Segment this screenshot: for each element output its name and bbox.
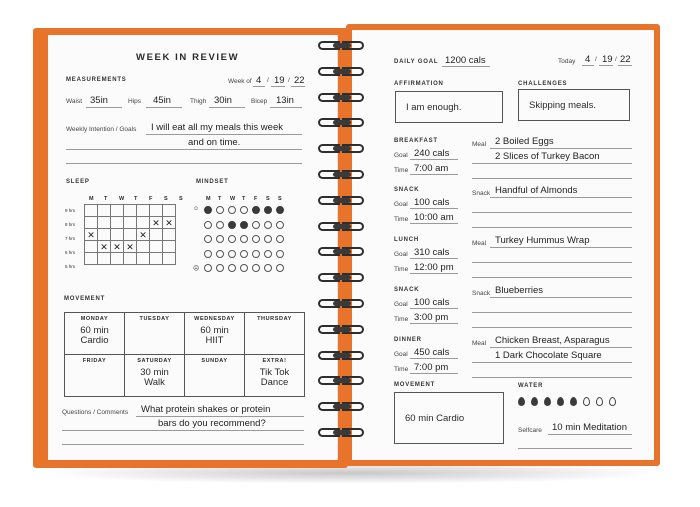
spiral-ring: [318, 92, 366, 103]
left-page: WEEK IN REVIEW MEASUREMENTS Week of 4 / 19 / 22 Waist 35in Hips 45in Thigh 30in Bicep 13in Weekly Intention / Goals I will eat all my meals this week and on time. SLEEP M T W T F S S 9 hrs 8 hrs 7 hrs 6 hrs 5 hrs ✕ ✕ ✕ ✕ ✕ ✕ ✕ MINDSET M T W T F S S ☺ ☹ MOVEMENT MONDAY 60 min Cardio TUESDAY WEDNESDAY 60 min HIIT THURSDAY FRIDAY SATURDAY 30 min Walk SUNDAY EXTRA! Tik Tok Dance Questions / Comments What protein shakes or protein bars do you recommend?: [48, 35, 338, 460]
meal-goal-label: Goal: [394, 301, 408, 308]
spiral-ring: [318, 350, 366, 361]
sleep-cell[interactable]: [124, 205, 137, 217]
meal-time-value: 7:00 am: [414, 163, 449, 174]
mindset-dot[interactable]: [240, 264, 248, 272]
sleep-cell[interactable]: [163, 229, 176, 241]
sleep-day-label: S: [164, 196, 168, 202]
intention-label: Weekly Intention / Goals: [66, 126, 137, 133]
today-year: 22: [620, 54, 631, 65]
sleep-cell[interactable]: [98, 253, 111, 265]
meal-goal-value: 100 cals: [414, 297, 450, 308]
meal-kind-label: Meal: [472, 141, 487, 148]
mindset-dot[interactable]: [216, 206, 224, 214]
bicep-value: 13in: [276, 95, 294, 106]
sleep-day-label: T: [134, 196, 138, 202]
mindset-dot[interactable]: [228, 250, 236, 258]
meal-goal-label: Goal: [394, 251, 408, 258]
sleep-cell[interactable]: [85, 241, 98, 253]
mindset-dot[interactable]: [228, 221, 236, 229]
spiral-ring: [318, 324, 366, 335]
meal-time-label: Time: [394, 266, 409, 273]
spiral-ring: [318, 221, 366, 232]
meal-time-label: Time: [394, 167, 409, 174]
today-day: 19: [602, 54, 613, 65]
bicep-label: Bicep: [251, 98, 268, 105]
mindset-day-label: S: [266, 196, 270, 202]
mindset-dot[interactable]: [264, 264, 272, 272]
movement-day-name: THURSDAY: [257, 316, 292, 322]
challenges-label: CHALLENGES: [518, 81, 568, 87]
week-of-year: 22: [294, 75, 305, 86]
week-of-day: 19: [274, 75, 285, 86]
movement-box: 60 min Cardio: [394, 392, 504, 444]
meal-name: SNACK: [394, 287, 420, 293]
sleep-cell[interactable]: ✕: [137, 229, 150, 241]
sleep-cell[interactable]: [137, 205, 150, 217]
spiral-ring: [318, 246, 366, 257]
spiral-ring: [318, 195, 366, 206]
sleep-cell[interactable]: ✕: [124, 241, 137, 253]
mindset-dot[interactable]: [276, 221, 284, 229]
mindset-dot[interactable]: [204, 206, 212, 214]
sleep-cell[interactable]: [111, 229, 124, 241]
sleep-cell[interactable]: [98, 205, 111, 217]
meal-line-2: 1 Dark Chocolate Square: [495, 350, 602, 361]
sleep-cell[interactable]: [85, 217, 98, 229]
movement-day-cell[interactable]: [245, 313, 305, 355]
spiral-ring: [318, 298, 366, 309]
meal-line-1: 2 Boiled Eggs: [495, 136, 554, 147]
meal-line-1: Handful of Almonds: [495, 185, 578, 196]
meal-time-label: Time: [394, 366, 409, 373]
sleep-cell[interactable]: [124, 253, 137, 265]
mindset-dot[interactable]: [228, 264, 236, 272]
movement-day-cell[interactable]: [125, 313, 185, 355]
sleep-cell[interactable]: [137, 253, 150, 265]
spiral-ring: [318, 272, 366, 283]
meal-kind-label: Meal: [472, 240, 487, 247]
movement-day-value: 30 min Walk: [140, 367, 169, 388]
movement-day-cell[interactable]: [65, 355, 125, 397]
sleep-cell[interactable]: [163, 241, 176, 253]
meal-time-value: 12:00 pm: [414, 262, 454, 273]
sleep-hour-label: 8 hrs: [65, 222, 76, 227]
meal-line-1: Blueberries: [495, 285, 544, 296]
movement-day-name: EXTRA!: [262, 358, 287, 364]
meal-name: BREAKFAST: [394, 138, 438, 144]
meal-kind-label: Snack: [472, 190, 491, 197]
meal-kind-label: Meal: [472, 340, 487, 347]
mindset-dot[interactable]: [252, 206, 260, 214]
spiral-ring: [318, 143, 366, 154]
sleep-cell[interactable]: [124, 217, 137, 229]
water-drop-icon[interactable]: [609, 397, 616, 406]
week-of-label: Week of: [228, 78, 252, 85]
sleep-hour-label: 7 hrs: [65, 236, 76, 241]
sleep-day-label: M: [89, 196, 94, 202]
questions-line-1: What protein shakes or protein: [141, 404, 271, 415]
waist-value: 35in: [90, 95, 108, 106]
water-drop-icon[interactable]: [570, 397, 577, 406]
meal-goal-label: Goal: [394, 152, 408, 159]
sleep-label: SLEEP: [66, 179, 90, 185]
sleep-grid: [84, 204, 176, 265]
mindset-day-label: T: [242, 196, 246, 202]
questions-label: Questions / Comments: [62, 409, 129, 416]
sleep-day-label: W: [119, 196, 125, 202]
thigh-value: 30in: [214, 95, 232, 106]
mindset-dots: [204, 206, 304, 278]
mindset-dot[interactable]: [216, 221, 224, 229]
sleep-hour-label: 6 hrs: [65, 250, 76, 255]
happy-face-icon: ☺: [193, 206, 200, 212]
meal-time-label: Time: [394, 316, 409, 323]
mindset-dot[interactable]: [204, 235, 212, 243]
mindset-dot[interactable]: [204, 250, 212, 258]
today-month: 4: [585, 54, 591, 65]
mindset-day-label: M: [206, 196, 211, 202]
sleep-day-label: S: [179, 196, 183, 202]
today-label: Today: [558, 58, 576, 65]
movement-day-name: SUNDAY: [201, 358, 228, 364]
sleep-day-label: F: [149, 196, 153, 202]
meal-goal-value: 100 cals: [414, 197, 450, 208]
sleep-hour-labels: [65, 203, 85, 273]
right-page: DAILY GOAL 1200 cals Today 4 / 19 / 22 AFFIRMATION I am enough. CHALLENGES Skipping meals. BREAKFAST Goal 240 cals Time 7:00 am Meal 2 Boiled Eggs 2 Slices of Turkey Bacon SNACK Goal 100 cals Time 10:00 am Snack Handful of Almonds LUNCH Goal 310 cals Time 12:00 pm Meal Turkey Hummus Wrap SNACK Goal 100 cals Time 3:00 pm Snack Blueberries DINNER Goal 450 cals Time 7:00 pm Meal Chicken Breast, Asparagus 1 Dark Chocolate Square MOVEMENT 60 min Cardio WATER Selfcare 10 min Meditation: [352, 30, 654, 460]
mindset-dot[interactable]: [240, 221, 248, 229]
mindset-day-header: [204, 196, 304, 204]
sad-face-icon: ☹: [193, 266, 200, 272]
mindset-day-label: W: [230, 196, 236, 202]
waist-label: Waist: [66, 98, 83, 105]
sleep-cell[interactable]: ✕: [85, 229, 98, 241]
questions-line-2: bars do you recommend?: [158, 418, 266, 429]
movement-day-name: TUESDAY: [139, 316, 170, 322]
mindset-dot[interactable]: [276, 264, 284, 272]
meal-time-value: 3:00 pm: [414, 312, 449, 323]
meal-goal-label: Goal: [394, 201, 408, 208]
sleep-cell[interactable]: ✕: [150, 217, 163, 229]
thigh-label: Thigh: [190, 98, 207, 105]
meal-name: LUNCH: [394, 237, 419, 243]
water-label: WATER: [518, 383, 544, 389]
water-drops: [518, 397, 638, 409]
sleep-cell[interactable]: ✕: [98, 241, 111, 253]
movement-day-cell[interactable]: [125, 355, 185, 397]
mindset-dot[interactable]: [252, 221, 260, 229]
sleep-cell[interactable]: ✕: [111, 241, 124, 253]
mindset-dot[interactable]: [252, 235, 260, 243]
mindset-dot[interactable]: [264, 235, 272, 243]
sleep-cell[interactable]: [137, 241, 150, 253]
water-drop-icon[interactable]: [544, 397, 551, 406]
spiral-ring: [318, 169, 366, 180]
spiral-ring: [318, 375, 366, 386]
water-drop-icon[interactable]: [557, 397, 564, 406]
sleep-cell[interactable]: [98, 229, 111, 241]
sleep-cell[interactable]: [137, 217, 150, 229]
mindset-dot[interactable]: [240, 250, 248, 258]
mindset-dot[interactable]: [252, 264, 260, 272]
sleep-cell[interactable]: ✕: [163, 217, 176, 229]
intention-line-2: and on time.: [188, 137, 241, 148]
hips-value: 45in: [153, 95, 171, 106]
sleep-cell[interactable]: [150, 241, 163, 253]
meal-goal-value: 310 cals: [414, 247, 450, 258]
mindset-dot[interactable]: [204, 264, 212, 272]
selfcare-label: Selfcare: [518, 427, 542, 434]
movement-day-value: Tik Tok Dance: [259, 367, 290, 388]
sleep-cell[interactable]: [150, 205, 163, 217]
spiral-binding: [318, 40, 366, 460]
water-drop-icon[interactable]: [583, 397, 590, 406]
movement-day-value: 60 min Cardio: [80, 325, 109, 346]
meal-kind-label: Snack: [472, 290, 491, 297]
mindset-dot[interactable]: [240, 235, 248, 243]
intention-line-1: I will eat all my meals this week: [151, 122, 283, 133]
sleep-cell[interactable]: [163, 205, 176, 217]
mindset-dot[interactable]: [264, 221, 272, 229]
meal-time-label: Time: [394, 216, 409, 223]
meal-line-2: 2 Slices of Turkey Bacon: [495, 151, 600, 162]
water-drop-icon[interactable]: [518, 397, 525, 406]
mindset-day-label: F: [254, 196, 258, 202]
movement-day-name: WEDNESDAY: [194, 316, 235, 322]
meal-time-value: 7:00 pm: [414, 362, 449, 373]
mindset-dot[interactable]: [240, 206, 248, 214]
meal-name: SNACK: [394, 187, 420, 193]
movement-day-value: 60 min HIIT: [200, 325, 229, 346]
mindset-dot[interactable]: [216, 264, 224, 272]
challenges-box: Skipping meals.: [518, 89, 630, 121]
movement-day-cell[interactable]: [185, 355, 245, 397]
mindset-day-label: S: [278, 196, 282, 202]
affirmation-box: I am enough.: [395, 91, 503, 123]
sleep-cell[interactable]: [163, 253, 176, 265]
spiral-ring: [318, 66, 366, 77]
movement-label-right: MOVEMENT: [394, 382, 436, 388]
mindset-label: MINDSET: [196, 179, 229, 185]
sleep-day-header: [84, 196, 184, 204]
mindset-dot[interactable]: [276, 250, 284, 258]
meal-time-value: 10:00 am: [414, 212, 454, 223]
movement-day-cell[interactable]: [185, 313, 245, 355]
mindset-dot[interactable]: [216, 250, 224, 258]
mindset-dot[interactable]: [264, 250, 272, 258]
week-of-month: 4: [256, 75, 262, 86]
sleep-cell[interactable]: [85, 253, 98, 265]
water-drop-icon[interactable]: [596, 397, 603, 406]
mindset-dot[interactable]: [276, 235, 284, 243]
sleep-hour-label: 9 hrs: [65, 208, 76, 213]
movement-table: [64, 312, 305, 397]
page-title: WEEK IN REVIEW: [136, 52, 240, 63]
sleep-cell[interactable]: [111, 217, 124, 229]
movement-day-name: MONDAY: [80, 316, 109, 322]
movement-day-name: FRIDAY: [82, 358, 107, 364]
mindset-dot[interactable]: [264, 206, 272, 214]
daily-goal-label: DAILY GOAL: [394, 59, 439, 65]
mindset-day-label: T: [218, 196, 222, 202]
sleep-cell[interactable]: [150, 253, 163, 265]
movement-day-name: SATURDAY: [137, 358, 172, 364]
sleep-day-label: T: [104, 196, 108, 202]
sleep-cell[interactable]: [98, 217, 111, 229]
movement-label: MOVEMENT: [64, 296, 106, 302]
meal-name: DINNER: [394, 337, 422, 343]
meal-goal-value: 450 cals: [414, 347, 450, 358]
spiral-ring: [318, 117, 366, 128]
mindset-dot[interactable]: [228, 235, 236, 243]
meal-goal-value: 240 cals: [414, 148, 450, 159]
daily-goal-value: 1200 cals: [445, 55, 486, 66]
mindset-dot[interactable]: [276, 206, 284, 214]
spiral-ring: [318, 427, 366, 438]
mindset-dot[interactable]: [204, 221, 212, 229]
mindset-dot[interactable]: [252, 250, 260, 258]
affirmation-label: AFFIRMATION: [394, 81, 444, 87]
sleep-cell[interactable]: [150, 229, 163, 241]
water-drop-icon[interactable]: [531, 397, 538, 406]
hips-label: Hips: [128, 98, 142, 105]
mindset-dot[interactable]: [228, 206, 236, 214]
sleep-cell[interactable]: [85, 205, 98, 217]
meal-line-1: Turkey Hummus Wrap: [495, 235, 590, 246]
sleep-cell[interactable]: [124, 229, 137, 241]
selfcare-value: 10 min Meditation: [552, 422, 627, 433]
sleep-cell[interactable]: [111, 253, 124, 265]
spiral-ring: [318, 401, 366, 412]
mindset-dot[interactable]: [216, 235, 224, 243]
meal-goal-label: Goal: [394, 351, 408, 358]
spiral-ring: [318, 40, 366, 51]
movement-day-cell[interactable]: [245, 355, 305, 397]
measurements-label: MEASUREMENTS: [66, 77, 127, 83]
sleep-cell[interactable]: [111, 205, 124, 217]
sleep-hour-label: 5 hrs: [65, 264, 76, 269]
meal-line-1: Chicken Breast, Asparagus: [495, 335, 610, 346]
movement-day-cell[interactable]: [65, 313, 125, 355]
